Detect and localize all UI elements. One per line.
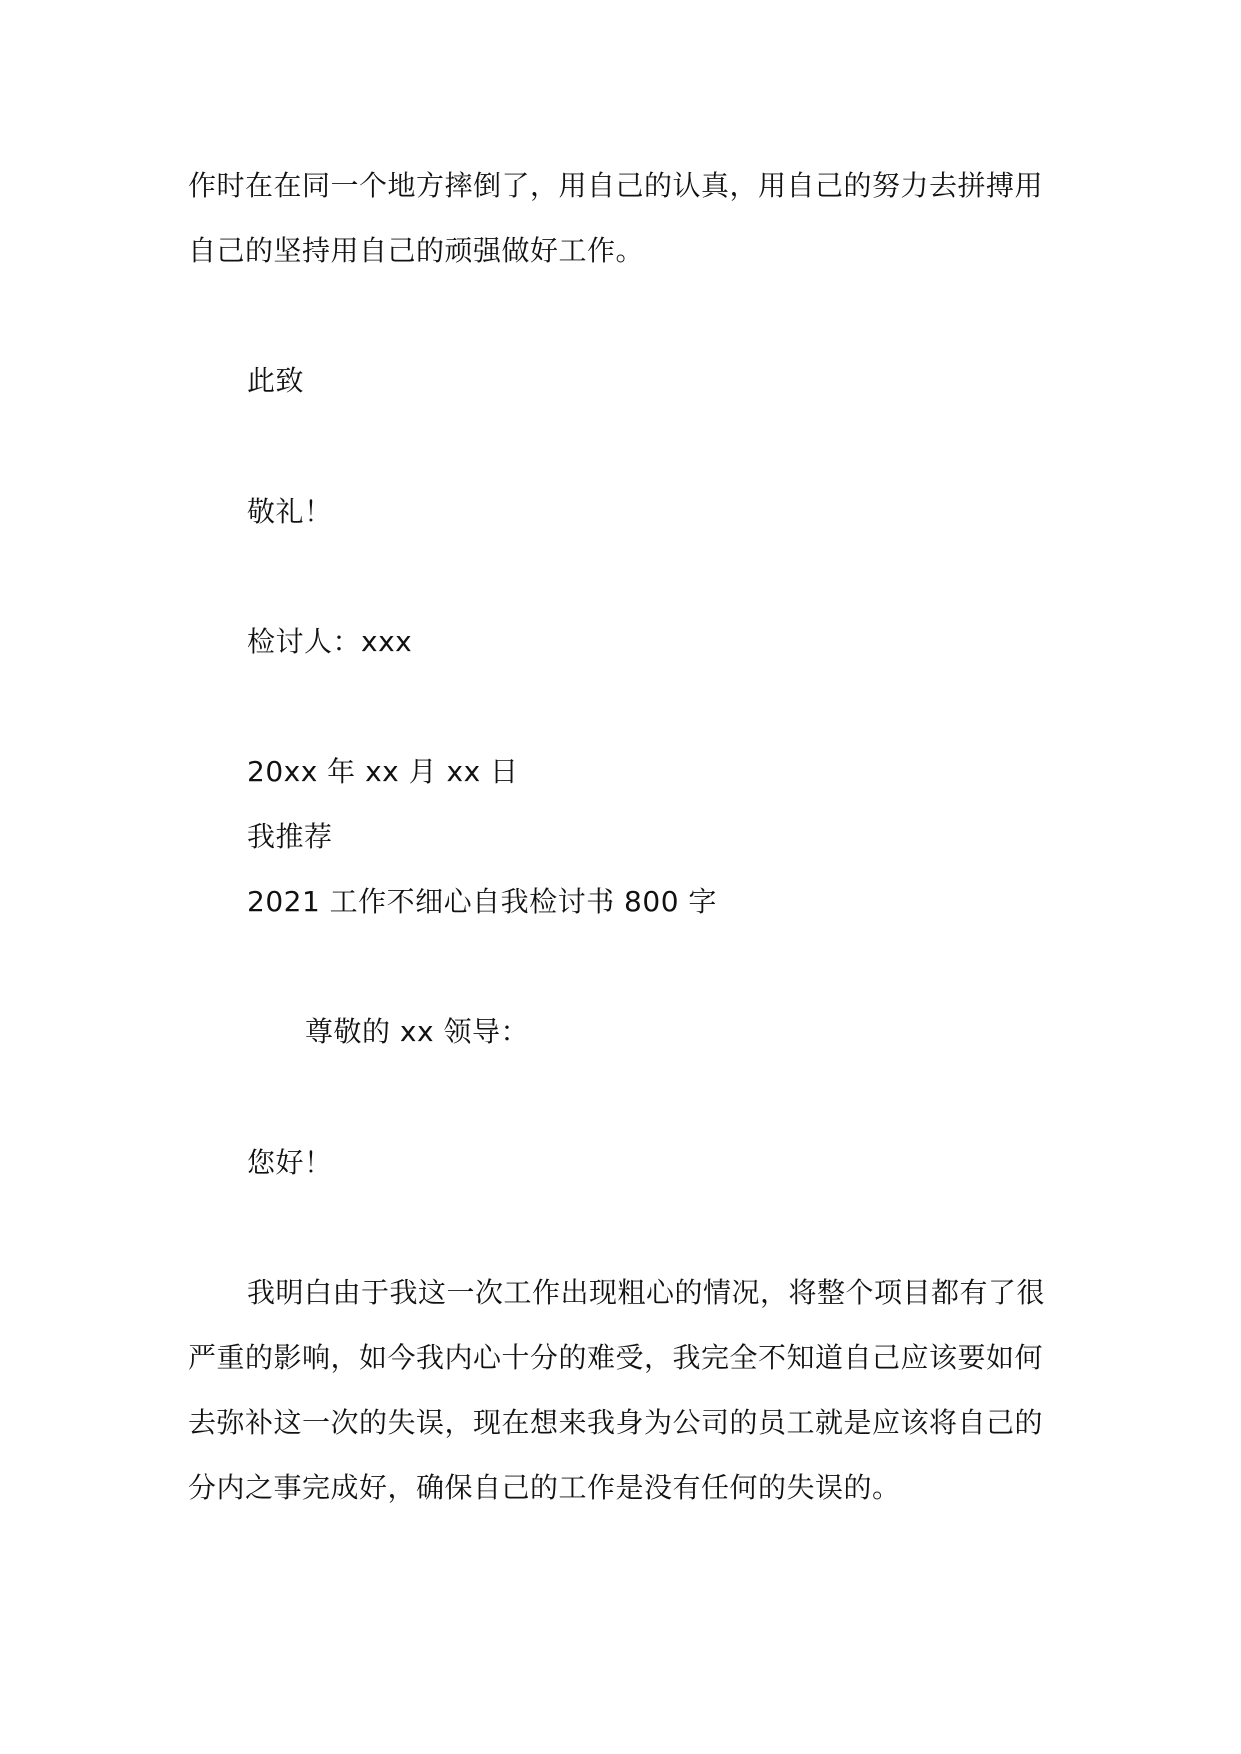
closing-date: 20xx 年 xx 月 xx 日 xyxy=(247,755,519,788)
closing-regards: 敬礼！ xyxy=(247,495,333,528)
closing-author: 检讨人：xxx xyxy=(247,625,413,658)
recommend-title: 2021 工作不细心自我检讨书 800 字 xyxy=(247,885,717,918)
intro-line-2: 自己的坚持用自己的顽强做好工作。 xyxy=(188,234,645,267)
letter-body-line-4: 分内之事完成好，确保自己的工作是没有任何的失误的。 xyxy=(188,1471,901,1504)
closing-salutation: 此致 xyxy=(247,364,305,397)
letter-body-line-3: 去弥补这一次的失误，现在想来我身为公司的员工就是应该将自己的 xyxy=(188,1406,1044,1439)
letter-body-line-2: 严重的影响，如今我内心十分的难受，我完全不知道自己应该要如何 xyxy=(188,1341,1044,1374)
letter-body-line-1: 我明白由于我这一次工作出现粗心的情况，将整个项目都有了很 xyxy=(247,1276,1046,1309)
letter-greeting: 尊敬的 xx 领导： xyxy=(305,1015,529,1048)
recommend-label: 我推荐 xyxy=(247,820,333,853)
intro-line-1: 作时在在同一个地方摔倒了，用自己的认真，用自己的努力去拼搏用 xyxy=(188,169,1044,202)
letter-hello: 您好！ xyxy=(247,1146,333,1179)
